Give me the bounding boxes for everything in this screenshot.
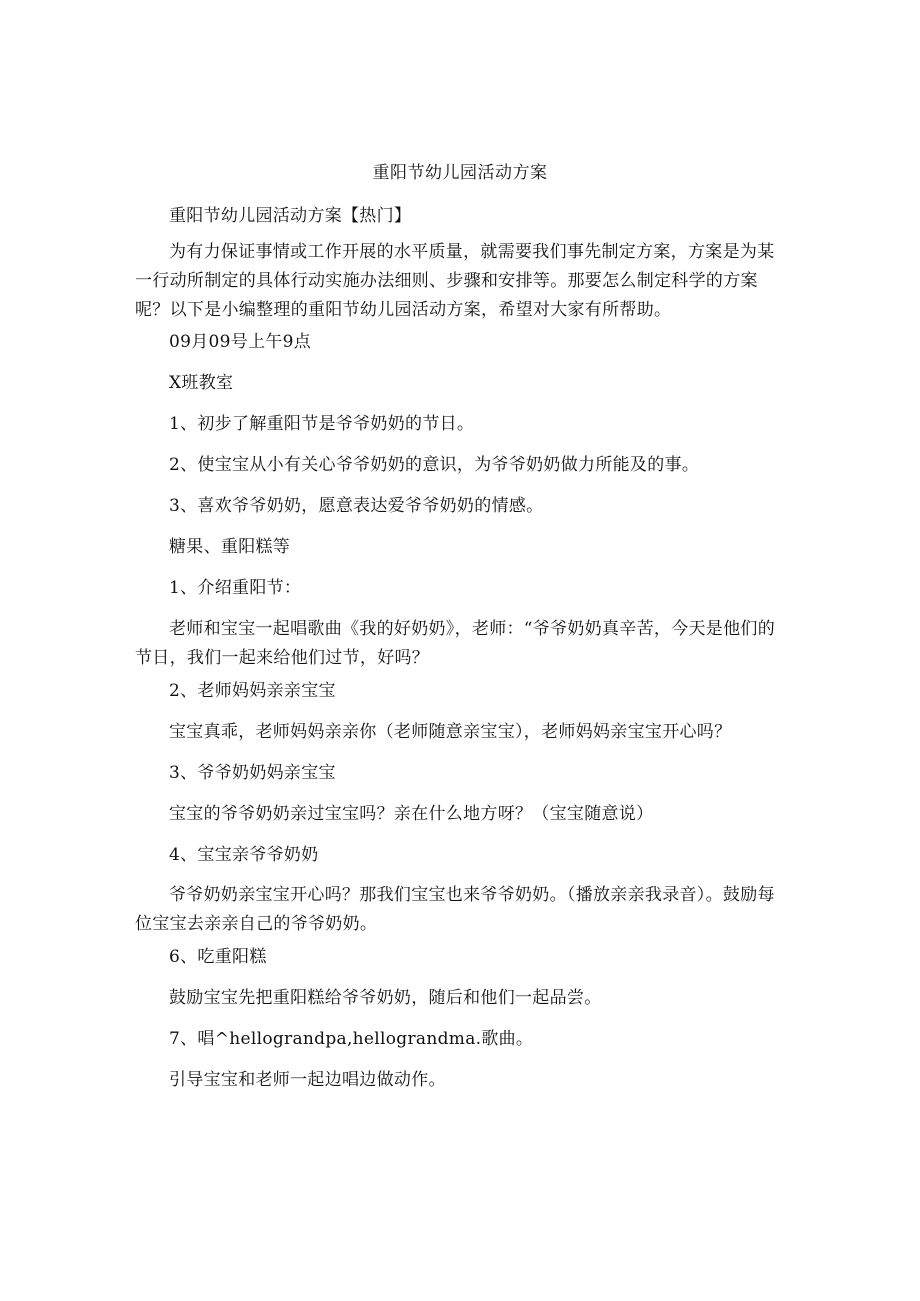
- goal-3-paragraph: 3、喜欢爷爷奶奶，愿意表达爱爷爷奶奶的情感。: [169, 496, 544, 516]
- document-title: 重阳节幼儿园活动方案: [372, 163, 548, 183]
- intro-paragraph: 为有力保证事情或工作开展的水平质量，就需要我们事先制定方案，方案是为某一行动所制定的具体行动实施办法细则、步骤和安排等。那要怎么制定科学的方案呢？以下是小编整理的重阳节幼儿园活动方案，希望对大家有所帮助。: [135, 242, 775, 320]
- step-3-heading: 3、爷爷奶奶妈亲宝宝: [169, 763, 336, 783]
- step-2-heading: 2、老师妈妈亲亲宝宝: [169, 681, 336, 701]
- step-6-heading: 6、吃重阳糕: [169, 947, 267, 967]
- time-paragraph: 09月09号上午9点: [169, 332, 312, 352]
- goal-1-paragraph: 1、初步了解重阳节是爷爷奶奶的节日。: [169, 414, 475, 434]
- step-1-heading: 1、介绍重阳节：: [169, 578, 302, 598]
- step-7-paragraph: 引导宝宝和老师一起边唱边做动作。: [169, 1070, 446, 1090]
- subtitle-paragraph: 重阳节幼儿园活动方案【热门】: [169, 206, 412, 226]
- step-7-heading: 7、唱^hellograndpa,hellograndma.歌曲。: [169, 1029, 534, 1049]
- location-paragraph: X班教室: [169, 373, 234, 393]
- step-4-paragraph: 爷爷奶奶亲宝宝开心吗？那我们宝宝也来爷爷奶奶。（播放亲亲我录音）。鼓励每位宝宝去亲亲自己的爷爷奶奶。: [135, 885, 775, 934]
- step-6-paragraph: 鼓励宝宝先把重阳糕给爷爷奶奶，随后和他们一起品尝。: [169, 988, 602, 1008]
- step-2-paragraph: 宝宝真乖，老师妈妈亲亲你（老师随意亲宝宝），老师妈妈亲宝宝开心吗？: [169, 722, 732, 742]
- goal-2-paragraph: 2、使宝宝从小有关心爷爷奶奶的意识，为爷爷奶奶做力所能及的事。: [169, 455, 700, 475]
- materials-paragraph: 糖果、重阳糕等: [169, 537, 291, 557]
- step-4-heading: 4、宝宝亲爷爷奶奶: [169, 845, 319, 865]
- step-1-paragraph: 老师和宝宝一起唱歌曲《我的好奶奶》，老师：“爷爷奶奶真辛苦，今天是他们的节日，我们一起来给他们过节，好吗？: [135, 619, 775, 668]
- step-3-paragraph: 宝宝的爷爷奶奶亲过宝宝吗？亲在什么地方呀？（宝宝随意说）: [169, 804, 654, 824]
